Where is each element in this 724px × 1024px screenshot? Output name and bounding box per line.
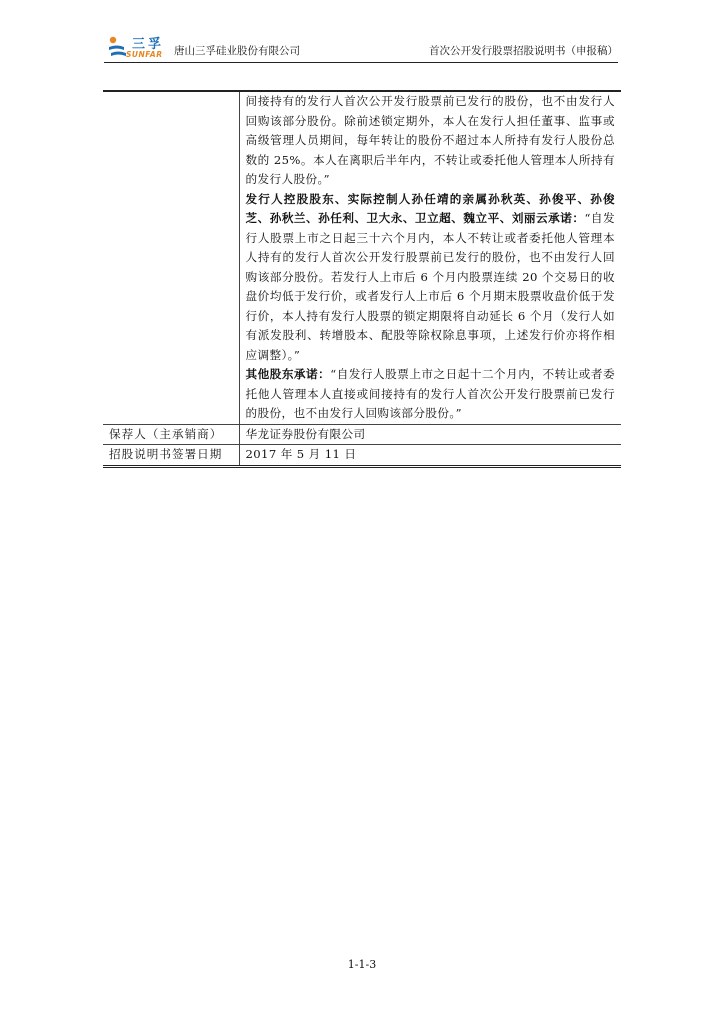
table-row bbox=[103, 91, 621, 424]
company-name: 唐山三孚硅业股份有限公司 bbox=[174, 45, 300, 57]
header-divider bbox=[104, 62, 618, 63]
page-header bbox=[104, 34, 618, 62]
table-row bbox=[103, 424, 621, 445]
sunfar-logo-icon bbox=[106, 35, 128, 59]
commitment-lead: 其他股东承诺： bbox=[245, 367, 331, 381]
signing-date-label: 招股说明书签署日期 bbox=[103, 445, 239, 467]
commitment-cell bbox=[239, 91, 621, 424]
info-table-container bbox=[103, 90, 621, 468]
commitment-text: 间接持有的发行人首次公开发行股票前已发行的股份，也不由发行人回购该部分股份。除前述锁定期外，本人在发行人担任董事、监事或高级管理人员期间，每年转让的股份不超过本人所持有发行人股份总数的 25%。本人在离职后半年内，不转让或委托他人管理本人所持有的发行人股份。” bbox=[245, 94, 615, 186]
info-table bbox=[103, 90, 621, 468]
signing-date-value: 2017 年 5 月 11 日 bbox=[239, 445, 621, 467]
commitment-paragraph bbox=[246, 365, 616, 424]
document-title: 首次公开发行股票招股说明书（申报稿） bbox=[429, 45, 618, 57]
commitment-text: “自发行人股票上市之日起三十六个月内，本人不转让或者委托他人管理本人持有的发行人首次公开发行股票前已发行的股份，也不由发行人回购该部分股份。若发行人上市后 6 个月内股票连续 20 个交易日的收盘价均低于发行价，或者发行人上市后 6 个月期末股票收盘价低于发行价，本人持有发行人股票的锁定期限将自动延长 6 个月（发行人如有派发股利、转增股本、配股等除权除息事项，上述发行价亦将作相应调整）。” bbox=[245, 211, 615, 362]
table-row bbox=[103, 445, 621, 467]
commitment-paragraph bbox=[246, 92, 616, 190]
commitment-text: “自发行人股票上市之日起十二个月内，不转让或者委托他人管理本人直接或间接持有的发行人首次公开发行股票前已发行的股份，也不由发行人回购该部分股份。” bbox=[245, 367, 615, 420]
commitment-paragraph bbox=[246, 190, 616, 366]
company-logo bbox=[104, 34, 172, 62]
logo-english-text: SUNFAR bbox=[126, 50, 163, 59]
sponsor-value: 华龙证券股份有限公司 bbox=[239, 424, 621, 445]
table-cell-empty-label bbox=[103, 91, 239, 424]
page-number: 1-1-3 bbox=[347, 958, 377, 971]
commitment-lead: 发行人控股股东、实际控制人孙任靖的亲属孙秋英、孙俊平、孙俊芝、孙秋兰、孙任利、卫大永、卫立超、魏立平、刘丽云承诺： bbox=[245, 191, 615, 225]
logo-chinese-text: 三孚 bbox=[132, 37, 165, 52]
sponsor-label: 保荐人（主承销商） bbox=[103, 424, 239, 445]
